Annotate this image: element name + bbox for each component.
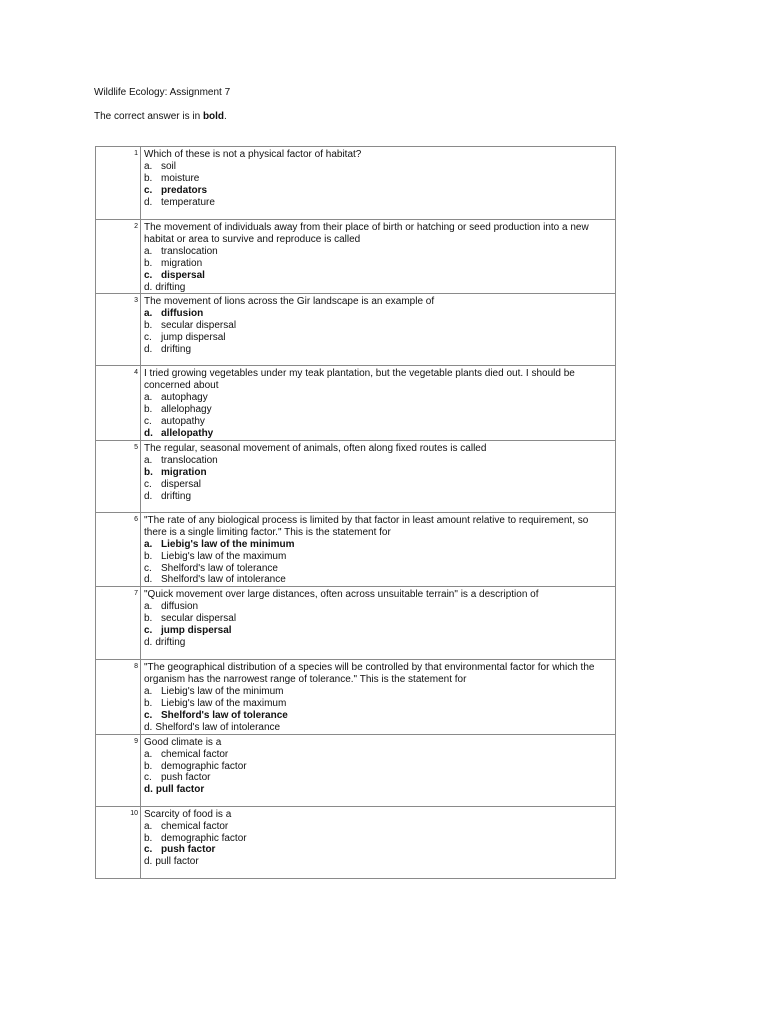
question-text: The movement of individuals away from their place of birth or hatching or seed production into a new habitat or area to survive and reproduce is called	[144, 222, 589, 245]
answer-option	[144, 282, 611, 294]
option-letter: a.	[144, 454, 153, 466]
option-letter: a.	[144, 601, 153, 613]
question-number: 9	[96, 734, 141, 806]
option-text: dispersal	[161, 269, 205, 281]
answer-option-correct	[144, 308, 611, 320]
answer-option	[144, 563, 611, 575]
answer-option	[144, 320, 611, 332]
question-cell	[141, 806, 616, 878]
option-text: Liebig's law of the maximum	[161, 550, 287, 562]
option-letter: b.	[144, 466, 153, 478]
option-text: chemical factor	[161, 748, 229, 760]
option-text: translocation	[161, 245, 218, 257]
answer-option	[144, 392, 611, 404]
option-text: Liebig's law of the minimum	[161, 538, 295, 550]
question-row	[96, 734, 616, 806]
answer-option-correct	[144, 844, 611, 856]
question-row	[96, 512, 616, 586]
note-bold-word: bold	[202, 111, 225, 122]
option-text: moisture	[161, 172, 200, 184]
question-row	[96, 220, 616, 294]
answer-option	[144, 856, 611, 868]
question-number: 4	[96, 366, 141, 440]
question-number: 7	[96, 587, 141, 660]
answer-option	[144, 332, 611, 344]
option-text: push factor	[161, 844, 216, 856]
option-letter: d.	[144, 196, 153, 208]
option-text: allelopathy	[161, 427, 214, 439]
option-letter: b.	[144, 404, 153, 416]
option-letter: b.	[144, 613, 153, 625]
question-row	[96, 440, 616, 512]
answer-option	[144, 258, 611, 270]
option-letter: d.	[144, 344, 153, 356]
question-text: Scarcity of food is a	[144, 808, 232, 820]
option-text: migration	[161, 257, 203, 269]
question-text: Good climate is a	[144, 736, 222, 748]
option-letter: d.	[144, 721, 153, 733]
answer-option	[144, 344, 611, 356]
answer-option	[144, 479, 611, 491]
option-letter: a.	[144, 160, 153, 172]
option-letter: b.	[144, 550, 153, 562]
answer-key-note	[94, 111, 227, 122]
question-text: "The rate of any biological process is limited by that factor in least amount relative to requirement, so there is a single limiting factor." This is the statement for	[144, 514, 589, 538]
option-letter: c.	[144, 478, 152, 490]
question-cell	[141, 734, 616, 806]
question-cell	[141, 147, 616, 220]
option-letter: c.	[144, 625, 153, 637]
question-number: 5	[96, 440, 141, 512]
option-letter: b.	[144, 172, 153, 184]
option-letter: a.	[144, 538, 153, 550]
answer-option	[144, 698, 611, 710]
question-text: The regular, seasonal movement of animals, often along fixed routes is called	[144, 442, 487, 454]
answer-option	[144, 455, 611, 467]
question-cell	[141, 220, 616, 294]
question-row	[96, 294, 616, 366]
question-text: "Quick movement over large distances, often across unsuitable terrain" is a description of	[144, 589, 539, 601]
answer-option-correct	[144, 784, 611, 796]
question-cell	[141, 294, 616, 366]
note-suffix: .	[224, 111, 227, 122]
document-title: Wildlife Ecology: Assignment 7	[94, 87, 231, 98]
question-cell	[141, 660, 616, 734]
question-number: 1	[96, 147, 141, 220]
answer-option	[144, 173, 611, 185]
option-text: allelophagy	[161, 404, 212, 416]
answer-option	[144, 613, 611, 625]
question-row	[96, 587, 616, 660]
option-text: migration	[161, 466, 207, 478]
option-text: translocation	[161, 454, 218, 466]
answer-option	[144, 491, 611, 503]
option-letter: b.	[144, 760, 153, 772]
answer-option	[144, 416, 611, 428]
option-text: demographic factor	[161, 832, 247, 844]
option-text: dispersal	[161, 478, 202, 490]
option-letter: c.	[144, 269, 153, 281]
option-text: Shelford's law of tolerance	[161, 709, 288, 721]
option-text: soil	[161, 160, 177, 172]
option-text: jump dispersal	[161, 332, 226, 344]
option-letter: c.	[144, 772, 152, 784]
answer-option-correct	[144, 467, 611, 479]
option-letter: c.	[144, 332, 152, 344]
questions-table	[95, 146, 616, 879]
option-letter: c.	[144, 709, 153, 721]
option-letter: c.	[144, 416, 152, 428]
answer-option	[144, 821, 611, 833]
option-letter: a.	[144, 308, 153, 320]
question-text: I tried growing vegetables under my teak plantation, but the vegetable plants died out. I should be concerned about	[144, 368, 575, 392]
answer-option	[144, 404, 611, 416]
question-number: 3	[96, 294, 141, 366]
option-letter: c.	[144, 844, 153, 856]
option-letter: b.	[144, 698, 153, 710]
option-text: chemical factor	[161, 820, 229, 832]
answer-option	[144, 686, 611, 698]
option-letter: a.	[144, 686, 153, 698]
option-text: temperature	[161, 196, 215, 208]
question-number: 8	[96, 660, 141, 734]
option-text: Shelford's law of intolerance	[161, 574, 286, 586]
option-text: pull factor	[155, 784, 205, 796]
option-letter: d.	[144, 427, 153, 439]
option-text: drifting	[155, 636, 186, 648]
option-text: pull factor	[155, 856, 199, 868]
option-text: drifting	[161, 344, 192, 356]
option-text: autophagy	[161, 392, 208, 404]
answer-option-correct	[144, 625, 611, 637]
question-number: 6	[96, 512, 141, 586]
answer-option	[144, 772, 611, 784]
answer-option-correct	[144, 428, 611, 440]
question-row	[96, 806, 616, 878]
option-text: Liebig's law of the maximum	[161, 698, 287, 710]
option-text: diffusion	[161, 308, 204, 320]
answer-option-correct	[144, 710, 611, 722]
question-text: The movement of lions across the Gir landscape is an example of	[144, 296, 435, 308]
option-text: secular dispersal	[161, 320, 237, 332]
question-cell	[141, 366, 616, 440]
option-letter: b.	[144, 320, 153, 332]
option-text: Liebig's law of the minimum	[161, 686, 284, 698]
option-letter: a.	[144, 748, 153, 760]
option-letter: d.	[144, 784, 153, 796]
option-text: predators	[161, 184, 208, 196]
option-text: demographic factor	[161, 760, 247, 772]
answer-option	[144, 551, 611, 563]
question-cell	[141, 512, 616, 586]
answer-option	[144, 601, 611, 613]
question-number: 2	[96, 220, 141, 294]
option-letter: a.	[144, 245, 153, 257]
option-letter: d.	[144, 856, 153, 868]
option-text: autopathy	[161, 416, 205, 428]
answer-option	[144, 246, 611, 258]
option-letter: b.	[144, 832, 153, 844]
answer-option	[144, 833, 611, 845]
question-row	[96, 660, 616, 734]
option-letter: d.	[144, 574, 153, 586]
option-letter: d.	[144, 281, 153, 293]
answer-option	[144, 749, 611, 761]
question-text: "The geographical distribution of a species will be controlled by that environmental factor for which the organism has the narrowest range of tolerance." This is the statement for	[144, 662, 595, 686]
note-prefix: The correct answer is in	[94, 111, 203, 122]
option-letter: d.	[144, 636, 153, 648]
question-row	[96, 147, 616, 220]
question-cell	[141, 587, 616, 660]
option-letter: b.	[144, 257, 153, 269]
answer-option-correct	[144, 539, 611, 551]
option-text: push factor	[161, 772, 211, 784]
answer-option-correct	[144, 270, 611, 282]
answer-option	[144, 197, 611, 209]
option-text: secular dispersal	[161, 613, 237, 625]
option-letter: c.	[144, 562, 152, 574]
option-text: Shelford's law of intolerance	[155, 721, 281, 733]
option-letter: a.	[144, 820, 153, 832]
option-letter: a.	[144, 392, 153, 404]
answer-option	[144, 637, 611, 649]
option-text: Shelford's law of tolerance	[161, 562, 278, 574]
answer-option-correct	[144, 185, 611, 197]
option-letter: d.	[144, 490, 153, 502]
answer-option	[144, 161, 611, 173]
question-text: Which of these is not a physical factor of habitat?	[144, 149, 362, 160]
option-letter: c.	[144, 184, 153, 196]
answer-option	[144, 722, 611, 734]
option-text: diffusion	[161, 601, 199, 613]
answer-option	[144, 574, 611, 586]
question-cell	[141, 440, 616, 512]
answer-option	[144, 761, 611, 773]
option-text: drifting	[155, 281, 186, 293]
question-row	[96, 366, 616, 440]
option-text: drifting	[161, 490, 192, 502]
option-text: jump dispersal	[161, 625, 232, 637]
question-number: 10	[96, 806, 141, 878]
